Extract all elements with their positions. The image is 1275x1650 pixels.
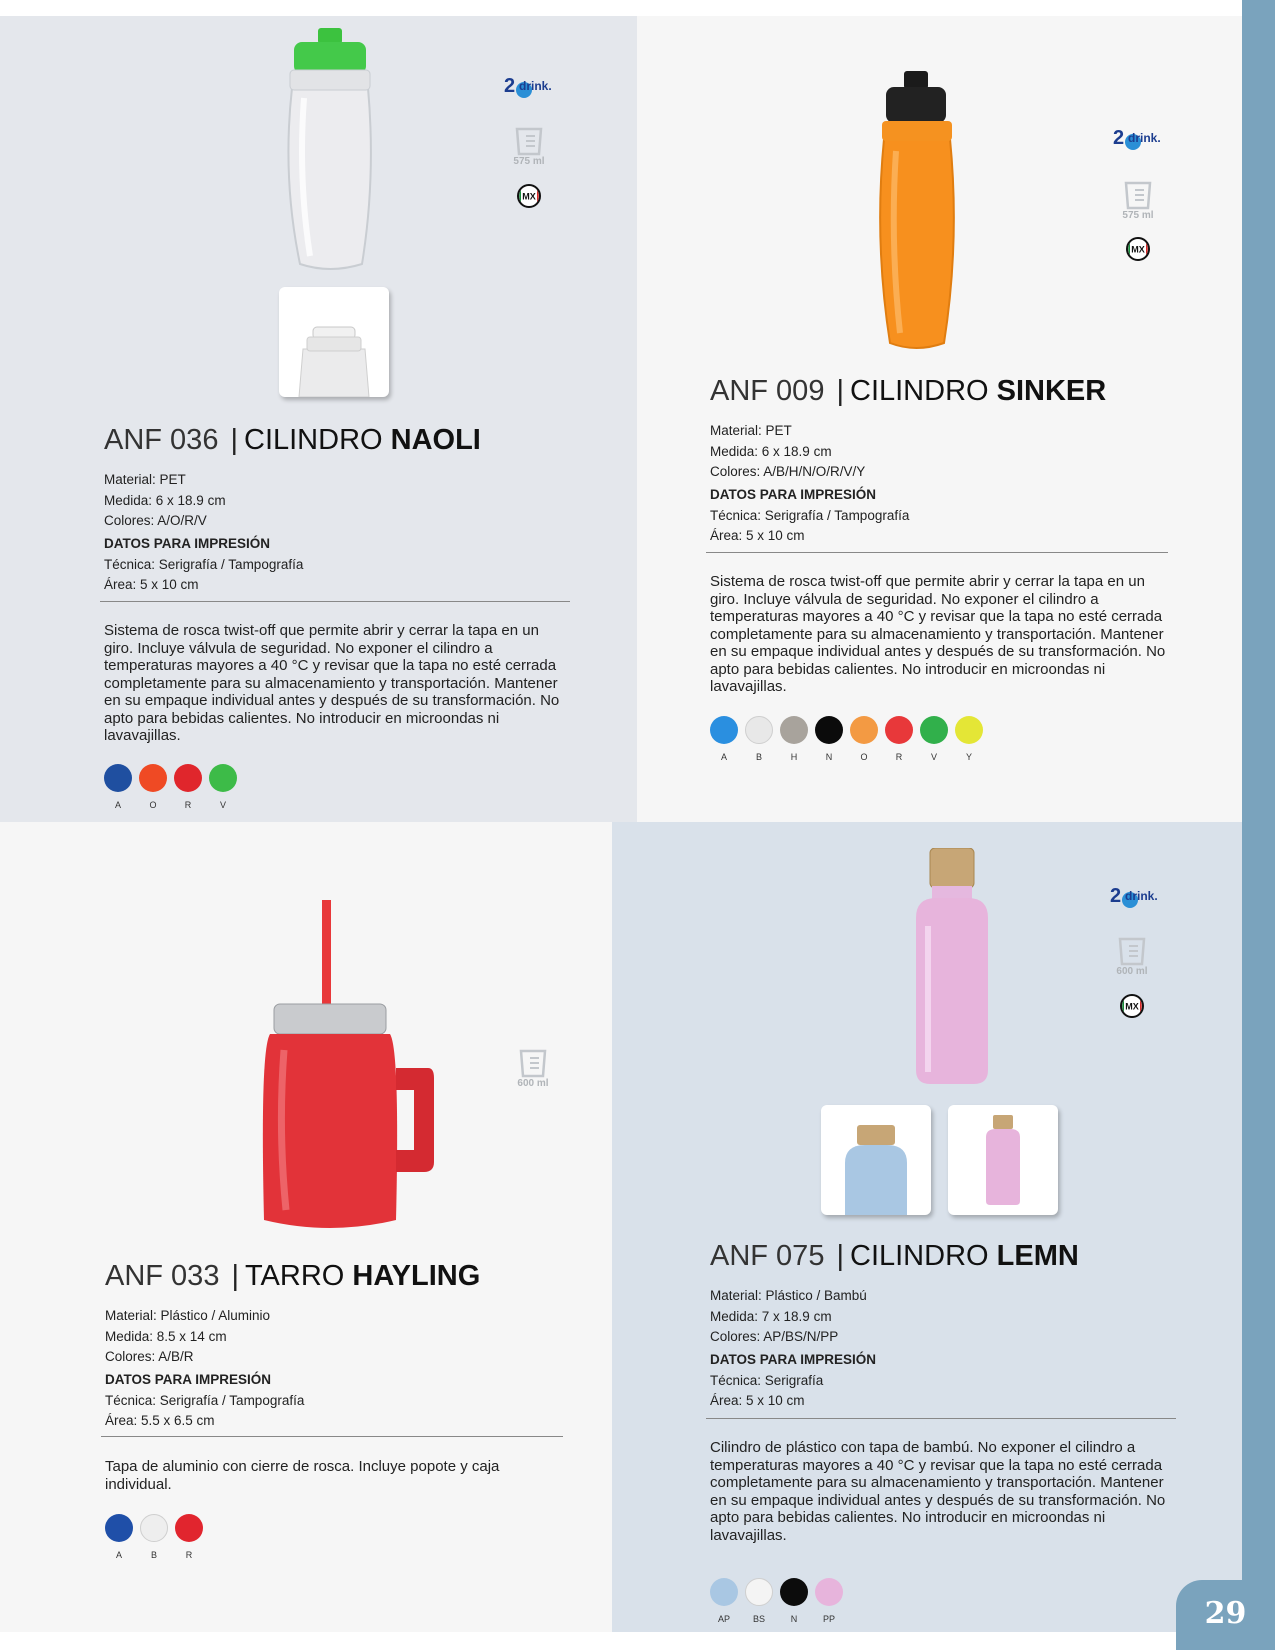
- jar-image: [250, 900, 440, 1235]
- product-specs: [105, 1306, 304, 1432]
- spec-medida: Medida: 6 x 18.9 cm: [104, 492, 226, 508]
- product-title: [105, 1262, 480, 1291]
- product-code: ANF 036: [104, 424, 219, 456]
- svg-text:2: 2: [504, 75, 516, 97]
- spec-tecnica: Técnica: Serigrafía / Tampografía: [104, 556, 304, 572]
- spec-tecnica: Técnica: Serigrafía: [710, 1372, 824, 1388]
- title-separator: |: [836, 375, 844, 407]
- product-specs: [710, 1286, 876, 1412]
- capacity-glass-icon: [509, 126, 549, 167]
- color-swatch[interactable]: [885, 716, 913, 762]
- bottle-detail-thumb: [948, 1105, 1058, 1215]
- swatch-dot: [780, 1578, 808, 1606]
- swatch-dot: [745, 716, 773, 744]
- product-panel-lemn: [612, 822, 1242, 1632]
- swatch-dot: [175, 1514, 203, 1542]
- swatch-dot: [850, 716, 878, 744]
- spec-medida: Medida: 6 x 18.9 cm: [710, 443, 832, 459]
- bottle-detail-thumb: [821, 1105, 931, 1215]
- swatch-dot: [885, 716, 913, 744]
- color-swatch[interactable]: [745, 1578, 773, 1624]
- product-title: [710, 1242, 1079, 1271]
- spec-colores: Colores: A/B/H/N/O/R/V/Y: [710, 464, 866, 479]
- svg-text:drink.: drink.: [1128, 131, 1161, 145]
- swatch-label: V: [219, 800, 226, 810]
- swatch-label: R: [185, 1550, 193, 1560]
- color-swatch[interactable]: [815, 1578, 843, 1624]
- swatch-label: N: [790, 1614, 798, 1624]
- capacity-label: 575 ml: [513, 156, 545, 167]
- product-code: ANF 033: [105, 1260, 220, 1292]
- product-panel-sinker: [637, 16, 1242, 822]
- divider: [706, 1418, 1176, 1419]
- product-name: HAYLING: [352, 1260, 481, 1292]
- swatch-dot: [105, 1514, 133, 1542]
- print-data-heading: DATOS PARA IMPRESIÓN: [104, 535, 271, 551]
- color-swatch[interactable]: [745, 716, 773, 762]
- swatch-dot: [174, 764, 202, 792]
- capacity-label: 600 ml: [1116, 966, 1148, 977]
- color-swatch[interactable]: [175, 1514, 203, 1560]
- product-kind: TARRO: [245, 1260, 345, 1292]
- divider: [100, 601, 570, 602]
- spec-tecnica: Técnica: Serigrafía / Tampografía: [105, 1392, 305, 1408]
- swatch-dot: [920, 716, 948, 744]
- color-swatches: [104, 764, 237, 810]
- color-swatch[interactable]: [209, 764, 237, 810]
- swatch-dot: [815, 1578, 843, 1606]
- svg-text:2: 2: [1113, 127, 1125, 149]
- swatch-label: H: [790, 752, 798, 762]
- spec-material: Material: Plástico / Bambú: [710, 1288, 867, 1303]
- spec-colores: Colores: A/B/R: [105, 1349, 194, 1364]
- swatch-dot: [780, 716, 808, 744]
- swatch-dot: [745, 1578, 773, 1606]
- title-separator: |: [230, 424, 238, 456]
- print-data-heading: DATOS PARA IMPRESIÓN: [105, 1371, 272, 1387]
- color-swatch[interactable]: [780, 1578, 808, 1624]
- mexico-made-label: MX: [1131, 244, 1145, 255]
- product-description: Cilindro de plástico con tapa de bambú. No exponer el cilindro a temperaturas mayores a 40 °C y revisar que la tapa no esté cerrada completamente para su almacenamiento y transportación. Mantener en su empaque individual antes y después de su transformación. No apto para bebidas calientes. No introducir en microondas ni lavavajillas.: [710, 1439, 1166, 1544]
- color-swatch[interactable]: [105, 1514, 133, 1560]
- bottle-image: [902, 848, 1002, 1088]
- spec-material: Material: Plástico / Aluminio: [105, 1308, 271, 1323]
- swatch-dot: [140, 1514, 168, 1542]
- product-description: Sistema de rosca twist-off que permite abrir y cerrar la tapa en un giro. Incluye válvula de seguridad. No exponer el cilindro a temperaturas mayores a 40 °C y revisar que la tapa no esté cerrada completamente para su almacenamiento y transportación. Mantener en su empaque individual antes y después de su transformación. No apto para bebidas calientes. No introducir en microondas ni lavavajillas.: [710, 573, 1166, 695]
- product-code: ANF 009: [710, 375, 825, 407]
- swatch-label: A: [114, 800, 121, 810]
- capacity-label: 600 ml: [517, 1078, 549, 1089]
- color-swatch[interactable]: [140, 1514, 168, 1560]
- color-swatch[interactable]: [850, 716, 878, 762]
- spec-material: Material: PET: [104, 472, 186, 487]
- product-title: [710, 377, 1106, 406]
- svg-text:drink.: drink.: [1125, 889, 1158, 903]
- product-specs: [710, 421, 909, 547]
- product-kind: CILINDRO: [244, 424, 383, 456]
- svg-text:2: 2: [1110, 885, 1122, 907]
- swatch-label: O: [149, 800, 157, 810]
- mexico-made-icon: [1120, 994, 1144, 1018]
- product-panel-naoli: [0, 16, 637, 822]
- swatch-label: A: [720, 752, 727, 762]
- title-separator: |: [836, 1240, 844, 1272]
- swatch-label: A: [115, 1550, 122, 1560]
- swatch-label: BS: [752, 1614, 765, 1624]
- title-separator: |: [231, 1260, 239, 1292]
- swatch-label: O: [860, 752, 868, 762]
- 2drink-logo: [502, 68, 558, 104]
- swatch-dot: [710, 716, 738, 744]
- color-swatch[interactable]: [139, 764, 167, 810]
- color-swatch[interactable]: [174, 764, 202, 810]
- capacity-label: 575 ml: [1122, 210, 1154, 221]
- product-name: NAOLI: [390, 424, 481, 456]
- spec-tecnica: Técnica: Serigrafía / Tampografía: [710, 507, 910, 523]
- mexico-made-icon: [517, 184, 541, 208]
- spec-area: Área: 5 x 10 cm: [710, 1393, 805, 1408]
- color-swatches: [710, 716, 983, 762]
- color-swatch[interactable]: [710, 1578, 738, 1624]
- spec-colores: Colores: AP/BS/N/PP: [710, 1329, 839, 1344]
- swatch-label: N: [825, 752, 833, 762]
- bottle-image: [270, 28, 390, 278]
- color-swatches: [105, 1514, 203, 1560]
- product-description: Sistema de rosca twist-off que permite abrir y cerrar la tapa en un giro. Incluye válvula de seguridad. No exponer el cilindro a temperaturas mayores a 40 °C y revisar que la tapa no esté cerrada completamente para su almacenamiento y transportación. Mantener en su empaque individual antes y después de su transformación. No apto para bebidas calientes. No introducir en microondas ni lavavajillas.: [104, 622, 560, 744]
- capacity-glass-icon: [1118, 180, 1158, 221]
- side-bar: [1242, 0, 1275, 1650]
- spec-medida: Medida: 7 x 18.9 cm: [710, 1308, 832, 1324]
- mexico-made-icon: [1126, 237, 1150, 261]
- svg-text:drink.: drink.: [519, 79, 552, 93]
- swatch-label: B: [755, 752, 762, 762]
- product-name: LEMN: [996, 1240, 1079, 1272]
- mexico-made-label: MX: [522, 191, 536, 202]
- bottle-image: [866, 71, 966, 356]
- 2drink-logo: [1108, 878, 1164, 914]
- spec-material: Material: PET: [710, 423, 792, 438]
- swatch-dot: [710, 1578, 738, 1606]
- mexico-made-label: MX: [1125, 1001, 1139, 1012]
- product-title: [104, 426, 481, 455]
- capacity-glass-icon: [513, 1048, 553, 1089]
- swatch-label: R: [184, 800, 192, 810]
- bottle-detail-thumb: [279, 287, 389, 397]
- color-swatches: [710, 1578, 843, 1624]
- spec-area: Área: 5 x 10 cm: [104, 577, 199, 592]
- swatch-label: V: [930, 752, 937, 762]
- color-swatch[interactable]: [955, 716, 983, 762]
- page-number: 29: [1204, 1596, 1247, 1631]
- spec-colores: Colores: A/O/R/V: [104, 513, 207, 528]
- color-swatch[interactable]: [104, 764, 132, 810]
- product-kind: CILINDRO: [850, 1240, 989, 1272]
- swatch-label: B: [150, 1550, 157, 1560]
- print-data-heading: DATOS PARA IMPRESIÓN: [710, 486, 877, 502]
- swatch-dot: [139, 764, 167, 792]
- spec-medida: Medida: 8.5 x 14 cm: [105, 1328, 227, 1344]
- product-specs: [104, 470, 303, 596]
- product-code: ANF 075: [710, 1240, 825, 1272]
- swatch-dot: [815, 716, 843, 744]
- spec-area: Área: 5 x 10 cm: [710, 528, 805, 543]
- 2drink-logo: [1111, 120, 1167, 156]
- swatch-dot: [104, 764, 132, 792]
- divider: [706, 552, 1168, 553]
- capacity-glass-icon: [1112, 936, 1152, 977]
- divider: [101, 1436, 563, 1437]
- swatch-label: R: [895, 752, 903, 762]
- product-description: Tapa de aluminio con cierre de rosca. Incluye popote y caja individual.: [105, 1458, 500, 1493]
- swatch-dot: [955, 716, 983, 744]
- color-swatch[interactable]: [710, 716, 738, 762]
- color-swatch[interactable]: [780, 716, 808, 762]
- color-swatch[interactable]: [920, 716, 948, 762]
- spec-area: Área: 5.5 x 6.5 cm: [105, 1413, 215, 1428]
- swatch-label: AP: [717, 1614, 730, 1624]
- product-name: SINKER: [996, 375, 1107, 407]
- swatch-dot: [209, 764, 237, 792]
- print-data-heading: DATOS PARA IMPRESIÓN: [710, 1351, 877, 1367]
- swatch-label: PP: [822, 1614, 835, 1624]
- color-swatch[interactable]: [815, 716, 843, 762]
- swatch-label: Y: [965, 752, 972, 762]
- product-panel-hayling: [0, 822, 612, 1632]
- product-kind: CILINDRO: [850, 375, 989, 407]
